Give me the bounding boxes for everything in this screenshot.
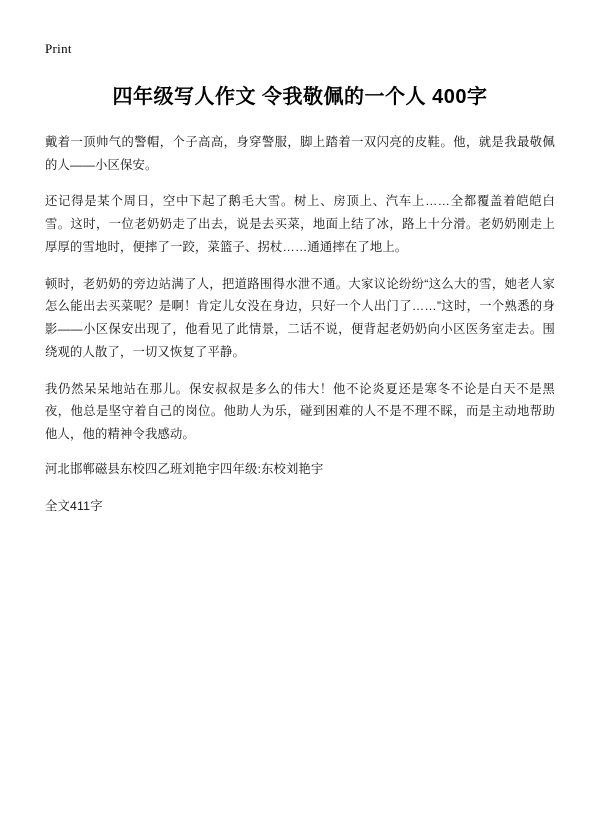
page-title: 四年级写人作文 令我敬佩的一个人 400字 [112,86,488,108]
print-button[interactable]: Print [45,41,72,56]
paragraph: 顿时，老奶奶的旁边站满了人，把道路围得水泄不通。大家议论纷纷“这么大的雪，她老人家怎么能出去买菜呢？是啊！肯定儿女没在身边，只好一个人出门了……”这时，一个熟悉的身影——小区保安出现了，他看见了此情景，二话不说，便背起老奶奶向小区医务室走去。围绕观的人散了，一切又恢复了平静。 [45,276,555,359]
article-body [45,131,555,517]
word-count: 全文411字 [45,498,103,513]
paragraph: 我仍然呆呆地站在那儿。保安叔叔是多么的伟大！他不论炎夏还是寒冬不论是白天不是黑夜，他总是坚守着自己的岗位。他助人为乐，碰到困难的人不是不理不睬，而是主动地帮助他人，他的精神令我感动。 [45,381,555,442]
author-signature: 河北邯郸磁县东校四乙班刘艳宇四年级:东校刘艳宇 [45,461,324,476]
paragraph: 戴着一顶帅气的警帽，个子高高，身穿警服，脚上踏着一双闪亮的皮鞋。他，就是我最敬佩的人——小区保安。 [45,135,555,172]
paragraph: 还记得是某个周日，空中下起了鹅毛大雪。树上、房顶上、汽车上……全都覆盖着皑皑白雪。这时，一位老奶奶走了出去，说是去买菜，地面上结了冰，路上十分滑。老奶奶刚走上厚厚的雪地时，便摔了一跤，菜篮子、拐杖……通通摔在了地上。 [45,194,555,254]
